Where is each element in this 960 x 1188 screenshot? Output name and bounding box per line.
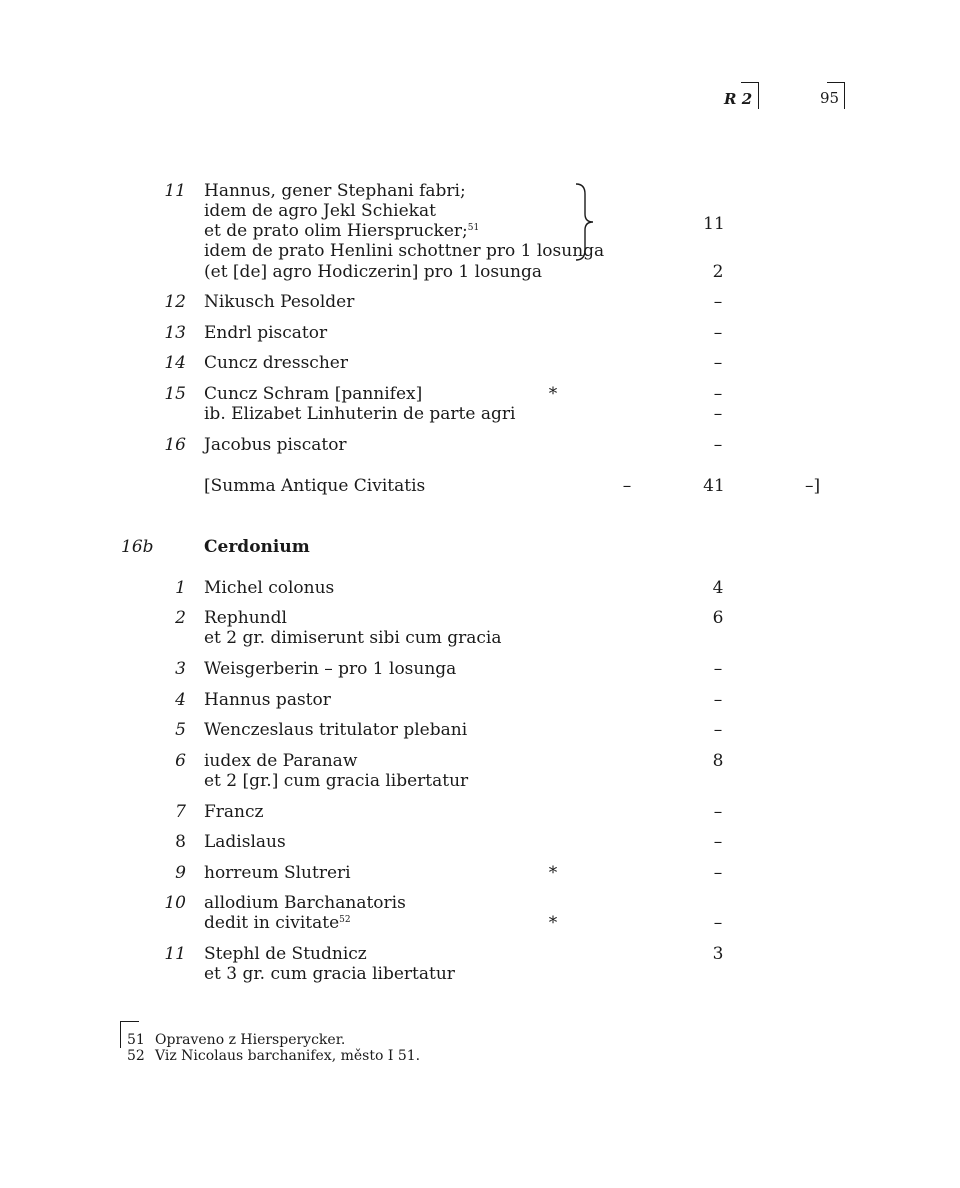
page-number-mark [827,82,845,109]
entry-number: 14 [164,353,186,373]
entry-line: allodium Barchanatoris [204,893,406,913]
asterisk-mark: * [548,913,558,933]
entry-line-text: dedit in civitate [204,913,340,933]
entry-line [204,913,351,933]
page-number: 95 [820,89,840,107]
entry-value: 4 [712,578,724,598]
entry-text: horreum Slutreri [204,863,351,883]
entry-number: 11 [164,181,186,201]
entry-value: – [713,292,723,312]
entry-value: – [713,404,723,424]
entry-value: – [713,353,723,373]
folio-number: 16b [121,537,154,557]
entry-number: 1 [175,578,186,598]
entry-line: et 2 [gr.] cum gracia libertatur [204,771,469,791]
entry-number: 9 [175,863,186,883]
entry-value: – [713,690,723,710]
entry-line: Cuncz Schram [pannifex] [204,384,423,404]
entry-value: – [713,832,723,852]
summa-value: 41 [703,476,725,496]
entry-value: 3 [712,944,724,964]
entry-line-text: et de prato olim Hiersprucker; [204,221,468,241]
entry-number: 15 [164,384,186,404]
entry-line: Stephl de Studnicz [204,944,367,964]
entry-value: 11 [703,214,725,234]
entry-text: Ladislaus [204,832,286,852]
footnote-text: Viz Nicolaus barchanifex, město I 51. [155,1048,421,1064]
running-head-section: R 2 [724,90,753,108]
entry-value: – [713,802,723,822]
footnote-ref: 52 [339,915,351,925]
entry-number: 8 [175,832,186,852]
entry-value: 2 [712,262,724,282]
brace-icon [574,182,596,262]
entry-value: – [713,384,723,404]
entry-line: et 3 gr. cum gracia libertatur [204,964,455,984]
entry-value: – [713,863,723,883]
asterisk-mark: * [548,863,558,883]
entry-text: Endrl piscator [204,323,328,343]
footnote-number: 51 [127,1032,145,1048]
summa-label: [Summa Antique Civitatis [204,476,426,496]
entry-number: 13 [164,323,186,343]
entry-number: 12 [164,292,186,312]
entry-line: iudex de Paranaw [204,751,358,771]
entry-line: ib. Elizabet Linhuterin de parte agri [204,404,516,424]
entry-value: – [713,435,723,455]
entry-line [204,221,479,241]
entry-line: et 2 gr. dimiserunt sibi cum gracia [204,628,502,648]
entry-value: – [713,720,723,740]
entry-value: – [713,913,723,933]
entry-number: 4 [175,690,186,710]
footnote-text: Opraveno z Hiersperycker. [155,1032,346,1048]
entry-line: idem de prato Henlini schottner pro 1 losunga [204,241,605,261]
entry-value: 6 [712,608,724,628]
entry-text: Cuncz dresscher [204,353,348,373]
footnote-number: 52 [127,1048,145,1064]
footnote-ref: 51 [467,223,480,233]
entry-number: 16 [164,435,186,455]
entry-value: – [713,323,723,343]
entry-number: 11 [164,944,186,964]
entry-text: Francz [204,802,264,822]
entry-number: 3 [175,659,186,679]
entry-value: – [713,659,723,679]
entry-number: 10 [164,893,186,913]
entry-text: Wenczeslaus tritulator plebani [204,720,468,740]
entry-number: 5 [175,720,186,740]
entry-line: Hannus, gener Stephani fabri; [204,181,466,201]
summa-value: –] [805,476,821,496]
entry-value: 8 [712,751,724,771]
section-title: Cerdonium [204,537,310,557]
entry-line: (et [de] agro Hodiczerin] pro 1 losunga [204,262,542,282]
summa-value: – [622,476,632,496]
entry-text: Nikusch Pesolder [204,292,355,312]
entry-text: Jacobus piscator [204,435,347,455]
entry-line: idem de agro Jekl Schiekat [204,201,436,221]
entry-text: Weisgerberin – pro 1 losunga [204,659,457,679]
entry-number: 2 [175,608,186,628]
running-head-section-mark [741,82,759,109]
entry-text: Michel colonus [204,578,335,598]
entry-line: Rephundl [204,608,287,628]
entry-number: 6 [175,751,186,771]
entry-text: Hannus pastor [204,690,331,710]
entry-number: 7 [175,802,186,822]
asterisk-mark: * [548,384,558,404]
